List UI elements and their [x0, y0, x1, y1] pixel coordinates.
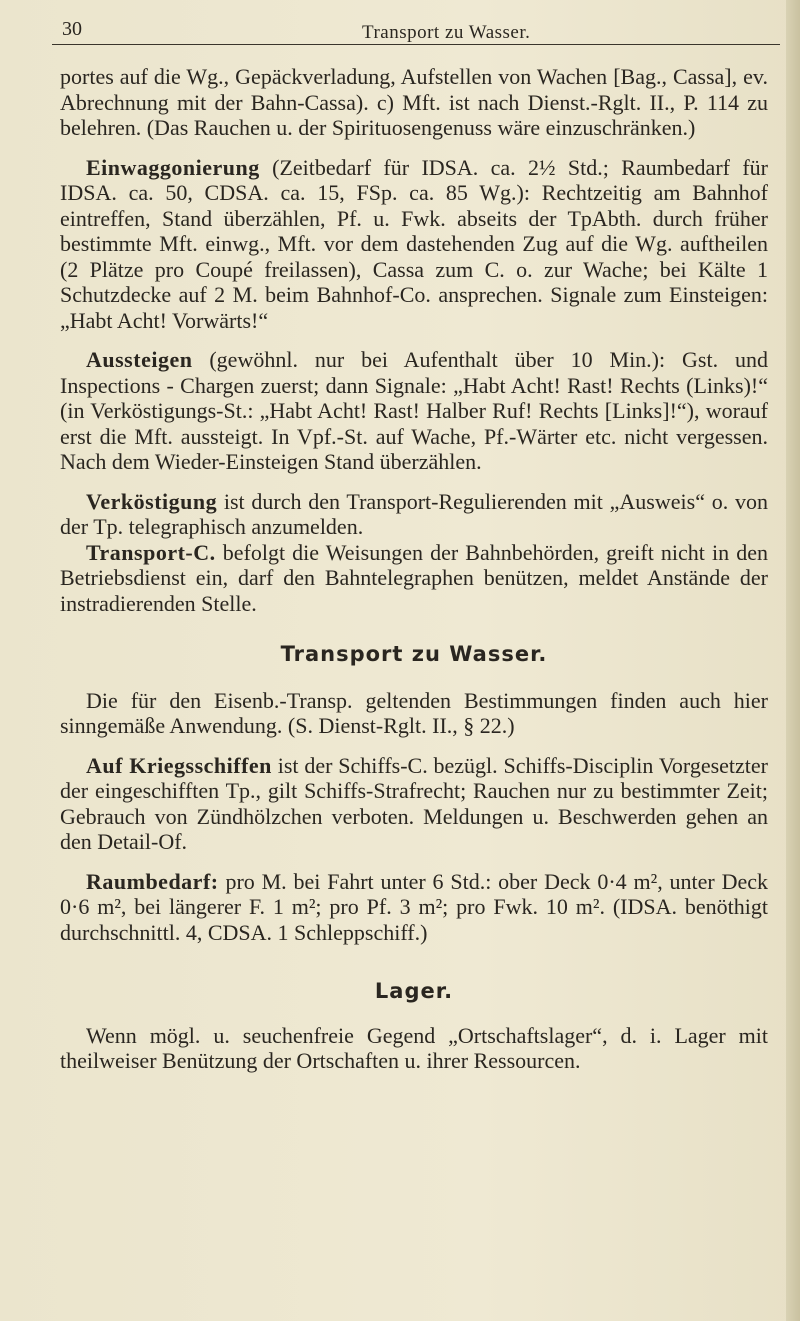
section-title-transport-zu-wasser: Transport zu Wasser. — [280, 642, 548, 666]
term-transport-c: Transport-C. — [86, 539, 216, 565]
term-einwaggonierung: Einwaggonierung — [86, 154, 260, 180]
text-verkoestigung: ist durch den Transport-Regulierenden mit „Ausweis“ o. von der Tp. telegraphisch anzumelden. — [60, 488, 768, 539]
page-edge — [786, 0, 800, 1321]
page-header — [52, 14, 780, 45]
paragraph-continuation: portes auf die Wg., Gepäckverladung, Aufstellen von Wachen [Bag., Cassa], ev. Abrechnung mit der Bahn-Cassa). c) Mft. ist nach Dienst.-Rglt. II., P. 114 zu belehren. (Das Rauchen u. der Spirituosengenuss wäre einzuschränken.) — [60, 64, 768, 140]
paragraph-kriegsschiffen — [60, 753, 768, 855]
paragraph-transport-c — [60, 540, 768, 617]
text-kriegsschiffen: ist der Schiffs-C. bezügl. Schiffs-Disciplin Vorgesetzter der eingeschifften Tp., gilt Schiffs-Strafrecht; Rauchen nur zu bestimmter Zeit; Gebrauch von Zündhölzchen verboten. Meldungen u. Beschwerden gehen an den Detail-Of. — [60, 752, 768, 854]
term-kriegsschiffen: Auf Kriegsschiffen — [86, 752, 272, 778]
term-verkoestigung: Verköstigung — [86, 488, 218, 514]
page-number: 30 — [62, 18, 82, 40]
text-transport-c: befolgt die Weisungen der Bahnbehörden, greift nicht in den Betriebsdienst ein, darf den Bahntelegraphen benützen, meldet Anstände der instradierenden Stelle. — [60, 539, 768, 616]
text-raumbedarf: pro M. bei Fahrt unter 6 Std.: ober Deck 0·4 m², unter Deck 0·6 m², bei längerer F. 1 m²; pro Pf. 3 m²; pro Fwk. 10 m². (IDSA. benöthigt durchschnittl. 4, CDSA. 1 Schleppschiff.) — [60, 868, 768, 945]
paragraph-wasser-intro: Die für den Eisenb.-Transp. geltenden Bestimmungen finden auch hier sinngemäße Anwendung. (S. Dienst-Rglt. II., § 22.) — [60, 687, 768, 738]
paragraph-verkoestigung — [60, 489, 768, 540]
paragraph-lager: Wenn mögl. u. seuchenfreie Gegend „Ortschaftslager“, d. i. Lager mit theilweiser Benützung der Ortschaften u. ihrer Ressourcen. — [60, 1022, 768, 1073]
paragraph-aussteigen — [60, 347, 768, 475]
term-raumbedarf: Raumbedarf: — [86, 868, 219, 894]
running-head: Transport zu Wasser. — [362, 22, 531, 43]
term-aussteigen: Aussteigen — [86, 347, 193, 372]
text-aussteigen: (gewöhnl. nur bei Aufenthalt über 10 Min.): Gst. und Inspections - Chargen zuerst; dann Signale: „Habt Acht! Rast! Rechts (Links)!“ (in Verköstigungs-St.: „Habt Acht! Rast! Halber Ruf! Rechts [Links]!“), worauf erst die Mft. aussteigt. In Vpf.-St. auf Wache, Pf.-Wärter etc. nicht vergessen. Nach dem Wieder-Einsteigen Stand überzählen. — [60, 347, 768, 474]
section-title-lager: Lager. — [374, 979, 454, 1003]
paragraph-einwaggonierung — [60, 155, 768, 334]
text-einwaggonierung: (Zeitbedarf für IDSA. ca. 2½ Std.; Raumbedarf für IDSA. ca. 50, CDSA. ca. 15, FSp. ca. 85 Wg.): Rechtzeitig am Bahnhof eintreffen, Stand überzählen, Pf. u. Fwk. abseits der TpAbth. durch früher bestimmte Mft. einwg., Mft. vor dem dastehenden Zug auf die Wg. auftheilen (2 Plätze pro Coupé freilassen), Cassa zum C. o. zur Wache; bei Kälte 1 Schutzdecke auf 2 M. beim Bahnhof-Co. ansprechen. Signale zum Einsteigen: „Habt Acht! Vorwärts!“ — [60, 154, 768, 333]
paragraph-raumbedarf — [60, 869, 768, 946]
page-body — [60, 64, 768, 1074]
